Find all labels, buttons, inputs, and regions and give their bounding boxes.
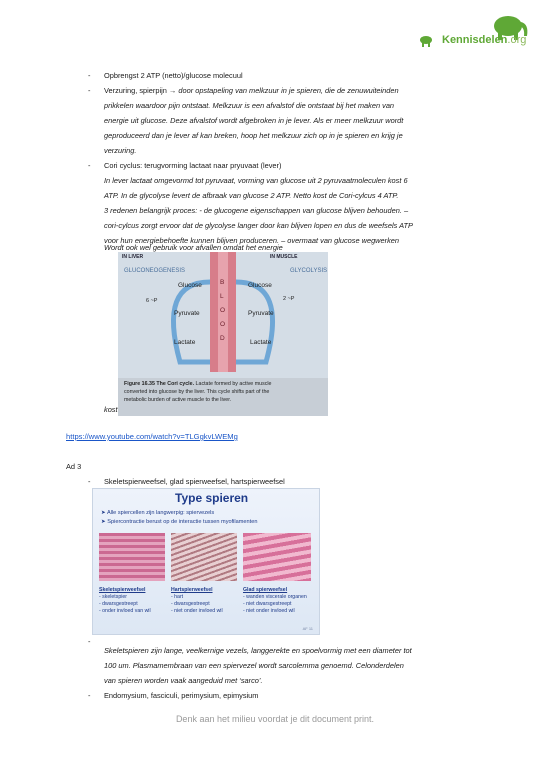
skeletal-tissue-image <box>99 533 165 581</box>
cardiac-tissue-image <box>171 533 237 581</box>
bullet-verzuring <box>104 83 399 98</box>
atp-right-label: 2 ~P <box>283 296 295 302</box>
bullet-muscle-types: Skeletspierweefsel, glad spierweefsel, hartspierweefsel <box>104 477 285 486</box>
slide-page-number: AF 11 <box>302 626 313 631</box>
cori-line: ATP. In de glycolyse levert de afbraak van glucose 2 ATP. Netto kost de Cori-cylcus 4 ATP. <box>104 191 399 200</box>
blood-letter: B <box>220 279 225 286</box>
column-item: - hart <box>171 594 184 600</box>
skeletal-line: 100 um. Plasmamembraan van een spiervezel wordt sarcolemma genoemd. Celonderdelen <box>104 661 404 670</box>
verzuring-line: energie uit glucose. Deze afvalstof wordt afgebroken in je lever. Als er meer melkzuur wordt <box>104 116 404 125</box>
lactate-right-label: Lactate <box>250 339 272 346</box>
blood-letter: L <box>220 293 224 300</box>
column-head: Skeletspierweefsel <box>99 587 146 593</box>
bullet-cori-cyclus: Cori cyclus: terugvorming lactaat naar pryuvaat (lever) <box>104 161 282 170</box>
cori-line: In lever lactaat omgevormd tot pyruvaat, vorming van glucose uit 2 pyruvaatmoleculen kost 6 <box>104 176 408 185</box>
cori-line: voor hun energiebehoefte kunnen blijven produceren. – overmaat van glucose wegwerken <box>104 236 399 245</box>
type-spieren-slide <box>92 488 320 635</box>
kost-text: kost <box>104 405 118 414</box>
column-item: - dwarsgestreept <box>171 601 210 607</box>
cori-cycle-figure <box>118 252 328 416</box>
blood-letter: O <box>220 307 226 314</box>
pyruvate-right-label: Pyruvate <box>248 310 274 317</box>
glucose-right-label: Glucose <box>248 282 272 289</box>
slide-point-text: Spiercontractie berust op de interactie tussen myofilamenten <box>107 519 258 525</box>
cori-line: 3 redenen belangrijk proces: - de glucogene eigenschappen van glucose blijven behouden. – <box>104 206 409 215</box>
column-item: - dwarsgestreept <box>99 601 138 607</box>
page-footer: Denk aan het milieu voordat je dit document print. <box>175 714 375 724</box>
bullet-connective-layers: Endomysium, fasciculi, perimysium, epimysium <box>104 691 259 700</box>
slide-title: Type spieren <box>175 491 249 505</box>
figure-caption <box>124 381 272 387</box>
bullet-marker: - <box>88 477 91 486</box>
bullet-arrow-icon: ➤ <box>101 510 107 516</box>
bullet-marker: - <box>88 637 91 646</box>
bullet-verzuring-lead: Verzuring, spierpijn <box>104 86 167 95</box>
verzuring-line: prikkelen waardoor pijn ontstaat. Melkzuur is een afvalstof die ontstaat bij het maken van <box>104 101 395 110</box>
bullet-arrow-icon: ➤ <box>101 519 108 525</box>
skeletal-line: Skeletspieren zijn lange, veelkernige vezels, langgerekte en spoelvormig met een diameter tot <box>104 646 412 655</box>
cori-line: cori-cylcus zorgt ervoor dat de glycolyse langer door kan blijven lopen en dus de weefsels ATP <box>104 221 413 230</box>
column-head: Glad spierweefsel <box>243 587 288 593</box>
logo-tld: .org <box>507 34 527 46</box>
gluconeogenesis-label: GLUCONEOGENESIS <box>124 268 186 274</box>
arrow-icon: → <box>168 86 177 95</box>
atp-left-label: 6 ~P <box>146 298 158 304</box>
glucose-left-label: Glucose <box>178 282 202 289</box>
figure-caption-line: metabolic burden of active muscle to the liver. <box>124 397 232 403</box>
figure-caption-line: converted into glucose by the liver. This cycle shifts part of the <box>124 389 270 395</box>
in-muscle-label: IN MUSCLE <box>270 254 298 260</box>
column-item: - niet onder invloed wil <box>243 608 295 614</box>
youtube-link[interactable]: https://www.youtube.com/watch?v=TLGgkvLWEMg <box>66 432 238 441</box>
slide-point-text: Alle spiercellen zijn langwerpig: spiervezels <box>106 510 215 516</box>
slide-point <box>101 519 257 525</box>
verzuring-line: door opstapeling van melkzuur in je spieren, die de zenuwuiteinden <box>176 86 399 95</box>
bullet-marker: - <box>88 86 91 95</box>
ad3-heading: Ad 3 <box>66 462 82 471</box>
bullet-atp-yield: Opbrengst 2 ATP (netto)/glucose molecuul <box>104 71 243 80</box>
verzuring-line: geproduceerd dan je lever af kan breken, hoop het melkzuur zich op in je spieren en krijg je <box>104 131 403 140</box>
bullet-marker: - <box>88 691 91 700</box>
column-item: - niet dwarsgestreept <box>243 601 292 607</box>
blood-letter: D <box>220 335 225 342</box>
slide-column <box>171 587 223 615</box>
in-liver-label: IN LIVER <box>122 254 144 260</box>
lactate-left-label: Lactate <box>174 339 196 346</box>
column-head: Hartspierweefsel <box>171 587 213 593</box>
pyruvate-left-label: Pyruvate <box>174 310 200 317</box>
verzuring-line: verzuring. <box>104 146 137 155</box>
blood-letter: O <box>220 321 226 328</box>
figure-caption-line: Lactate formed by active muscle <box>194 381 272 387</box>
slide-column <box>243 587 307 615</box>
glycolysis-label: GLYCOLYSIS <box>290 268 328 274</box>
logo-brand: Kennisdelen <box>442 34 508 46</box>
column-item: - onder invloed van wil <box>99 608 151 614</box>
slide-column <box>99 587 151 615</box>
bullet-marker: - <box>88 161 91 170</box>
logo-wordmark <box>442 34 526 46</box>
kennisdelen-logo <box>420 12 540 58</box>
column-item: - niet onder invloed wil <box>171 608 223 614</box>
skeletal-line: van spieren worden vaak aangeduid met ‘sarco’. <box>104 676 263 685</box>
column-item: - wanden viscerale organen <box>243 594 307 600</box>
cori-line: Wordt ook wel gebruik voor afvallen omdat het energie <box>104 243 283 252</box>
figure-caption-title: Figure 16.35 The Cori cycle. <box>124 381 195 387</box>
slide-point <box>101 510 214 516</box>
column-item: - skeletspier <box>99 594 127 600</box>
bullet-marker: - <box>88 71 91 80</box>
smooth-tissue-image <box>243 533 311 581</box>
